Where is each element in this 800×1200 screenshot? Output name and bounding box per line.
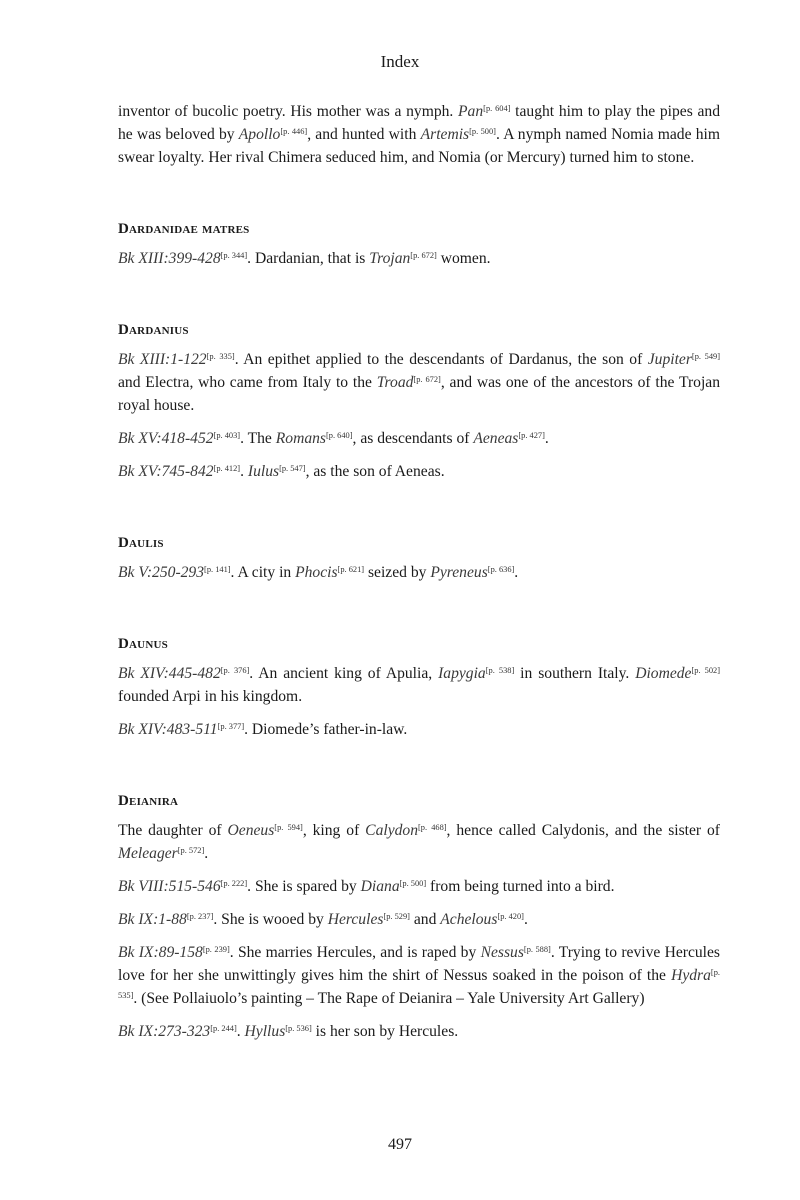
page-reference: [p. 547] — [279, 464, 306, 473]
cross-reference-link[interactable]: Bk XIII:399-428 — [118, 250, 221, 267]
cross-reference-link[interactable]: Artemis — [420, 126, 470, 143]
cross-reference-link[interactable]: Troad — [376, 374, 414, 391]
page-reference: [p. 588] — [523, 945, 551, 954]
entry-paragraph — [118, 875, 720, 898]
page-reference: [p. 604] — [483, 104, 511, 113]
cross-reference-link[interactable]: Apollo — [238, 126, 281, 143]
cross-reference-link[interactable]: Iapygia — [438, 665, 486, 682]
text-run: . She is wooed by — [213, 911, 328, 928]
text-run: is her son by Hercules. — [311, 1023, 459, 1040]
page-reference: [p. 427] — [518, 431, 545, 440]
cross-reference-link[interactable]: Bk XV:418-452 — [118, 430, 214, 447]
text-run: . She is spared by — [247, 878, 361, 895]
page-reference: [p. 536] — [285, 1024, 312, 1033]
text-run: , king of — [302, 822, 366, 839]
entry-heading-daulis: Daulis — [118, 535, 164, 551]
page-reference: [p. 141] — [204, 565, 231, 574]
page-reference: [p. 500] — [399, 879, 427, 888]
text-run: . Diomede’s father-in-law. — [244, 721, 408, 738]
page-reference: [p. 672] — [413, 375, 441, 384]
cross-reference-link[interactable]: Calydon — [365, 822, 419, 839]
text-run: . — [204, 845, 209, 862]
text-run: , and hunted with — [307, 126, 421, 143]
text-run: women. — [436, 250, 491, 267]
cross-reference-link[interactable]: Bk VIII:515-546 — [118, 878, 221, 895]
page-reference: [p. 500] — [469, 127, 496, 136]
page-header: Index — [380, 52, 420, 71]
text-run: . A nymph named Nomia made him swear loyalty. Her rival Chimera seduced him, and Nomia (or Mercury) turned him to stone. — [118, 126, 720, 166]
cross-reference-link[interactable]: Oeneus — [227, 822, 275, 839]
entry-heading-dardanidae-matres: Dardanidae matres — [118, 221, 250, 237]
text-run: . — [236, 1023, 245, 1040]
cross-reference-link[interactable]: Aeneas — [473, 430, 519, 447]
text-run: founded Arpi in his kingdom. — [118, 688, 303, 705]
cross-reference-link[interactable]: Bk V:250-293 — [118, 564, 205, 581]
cross-reference-link[interactable]: Jupiter — [647, 351, 692, 368]
page-reference: [p. 502] — [691, 666, 721, 675]
cross-reference-link[interactable]: Phocis — [295, 564, 338, 581]
page-reference: [p. 672] — [410, 251, 437, 260]
page-reference: [p. 549] — [691, 352, 721, 361]
entry-paragraph — [118, 561, 720, 584]
page-reference: [p. 344] — [220, 251, 248, 260]
page-reference: [p. 335] — [206, 352, 235, 361]
cross-reference-link[interactable]: Pan — [458, 103, 484, 120]
page-reference: [p. 446] — [280, 127, 308, 136]
page-reference: [p. 636] — [487, 565, 515, 574]
entry-paragraph — [118, 819, 720, 865]
text-run: . — [544, 430, 549, 447]
entry-heading-deianira: Deianira — [118, 793, 179, 809]
cross-reference-link[interactable]: Bk IX:1-88 — [118, 911, 187, 928]
cross-reference-link[interactable]: Bk XV:745-842 — [118, 463, 214, 480]
page-reference: [p. 244] — [210, 1024, 237, 1033]
entry-paragraph — [118, 427, 720, 450]
cross-reference-link[interactable]: Diana — [360, 878, 400, 895]
text-run: . An epithet applied to the descendants of Dardanus, the son of — [234, 351, 648, 368]
cross-reference-link[interactable]: Hydra — [671, 967, 711, 984]
page-reference: [p. 621] — [337, 565, 365, 574]
text-run: . — [514, 564, 519, 581]
page-reference: [p. 529] — [383, 912, 410, 921]
text-run: , hence called Calydonis, and the sister of — [446, 822, 721, 839]
cross-reference-link[interactable]: Hercules — [327, 911, 384, 928]
cross-reference-link[interactable]: Meleager — [118, 845, 178, 862]
page-reference: [p. 377] — [217, 722, 245, 731]
entry-paragraph — [118, 1020, 720, 1043]
entry-paragraph — [118, 348, 720, 417]
page-reference: [p. 237] — [186, 912, 214, 921]
cross-reference-link[interactable]: Bk IX:273-323 — [118, 1023, 211, 1040]
page-reference: [p. 403] — [213, 431, 241, 440]
cross-reference-link[interactable]: Hyllus — [244, 1023, 286, 1040]
cross-reference-link[interactable]: Romans — [275, 430, 326, 447]
text-run: . She marries Hercules, and is raped by — [229, 944, 481, 961]
text-run: in southern Italy. — [514, 665, 636, 682]
page-reference: [p. 594] — [274, 823, 303, 832]
text-run: seized by — [364, 564, 431, 581]
cross-reference-link[interactable]: Pyreneus — [430, 564, 488, 581]
cross-reference-link[interactable]: Achelous — [440, 911, 498, 928]
entry-paragraph — [118, 247, 720, 270]
page-reference: [p. 412] — [213, 464, 241, 473]
text-run: taught him to play the pipes and he was beloved by — [118, 103, 721, 143]
text-run: from being turned into a bird. — [426, 878, 615, 895]
entry-paragraph — [118, 718, 720, 741]
text-run: . Dardanian, that is — [247, 250, 370, 267]
page-reference: [p. 468] — [418, 823, 447, 832]
text-run: and — [409, 911, 441, 928]
entry-paragraph — [118, 100, 720, 169]
text-run: and Electra, who came from Italy to the — [118, 374, 377, 391]
page-reference: [p. 640] — [326, 431, 353, 440]
entry-paragraph — [118, 908, 720, 931]
cross-reference-link[interactable]: Diomede — [635, 665, 692, 682]
page-reference: [p. 420] — [497, 912, 524, 921]
page-reference: [p. 239] — [202, 945, 230, 954]
text-run: , and was one of the ancestors of the Trojan royal house. — [118, 374, 720, 414]
index-content — [118, 100, 720, 1053]
cross-reference-link[interactable]: Bk XIV:483-511 — [118, 721, 218, 738]
text-run: . Trying to revive Hercules love for her she unwittingly gives him the shirt of Nessus soaked in the poison of the — [118, 944, 721, 984]
page-reference: [p. 222] — [220, 879, 248, 888]
text-run: inventor of bucolic poetry. His mother was a nymph. — [118, 103, 459, 120]
text-run: , as the son of Aeneas. — [305, 463, 445, 480]
text-run: , as descendants of — [352, 430, 474, 447]
entry-heading-daunus: Daunus — [118, 636, 168, 652]
text-run: . (See Pollaiuolo’s painting – The Rape of Deianira – Yale University Art Gallery) — [133, 990, 645, 1007]
cross-reference-link[interactable]: Bk IX:89-158 — [118, 944, 203, 961]
text-run: . — [523, 911, 528, 928]
text-run: . A city in — [230, 564, 296, 581]
cross-reference-link[interactable]: Bk XIII:1-122 — [118, 351, 207, 368]
page-reference: [p. 538] — [485, 666, 515, 675]
text-run: . The — [240, 430, 276, 447]
entry-paragraph — [118, 460, 720, 483]
entry-paragraph — [118, 941, 720, 1010]
cross-reference-link[interactable]: Bk XIV:445-482 — [118, 665, 221, 682]
entry-heading-dardanius: Dardanius — [118, 322, 189, 338]
text-run: . — [240, 463, 248, 480]
cross-reference-link[interactable]: Nessus — [480, 944, 524, 961]
page-number: 497 — [388, 1136, 412, 1153]
page-reference: [p. 376] — [220, 666, 250, 675]
text-run: The daughter of — [118, 822, 228, 839]
page-reference: [p. 572] — [177, 846, 205, 855]
entry-paragraph — [118, 662, 720, 708]
page-reference: [p. 535] — [118, 968, 720, 1000]
text-run: . An ancient king of Apulia, — [249, 665, 439, 682]
cross-reference-link[interactable]: Trojan — [369, 250, 411, 267]
cross-reference-link[interactable]: Iulus — [247, 463, 280, 480]
